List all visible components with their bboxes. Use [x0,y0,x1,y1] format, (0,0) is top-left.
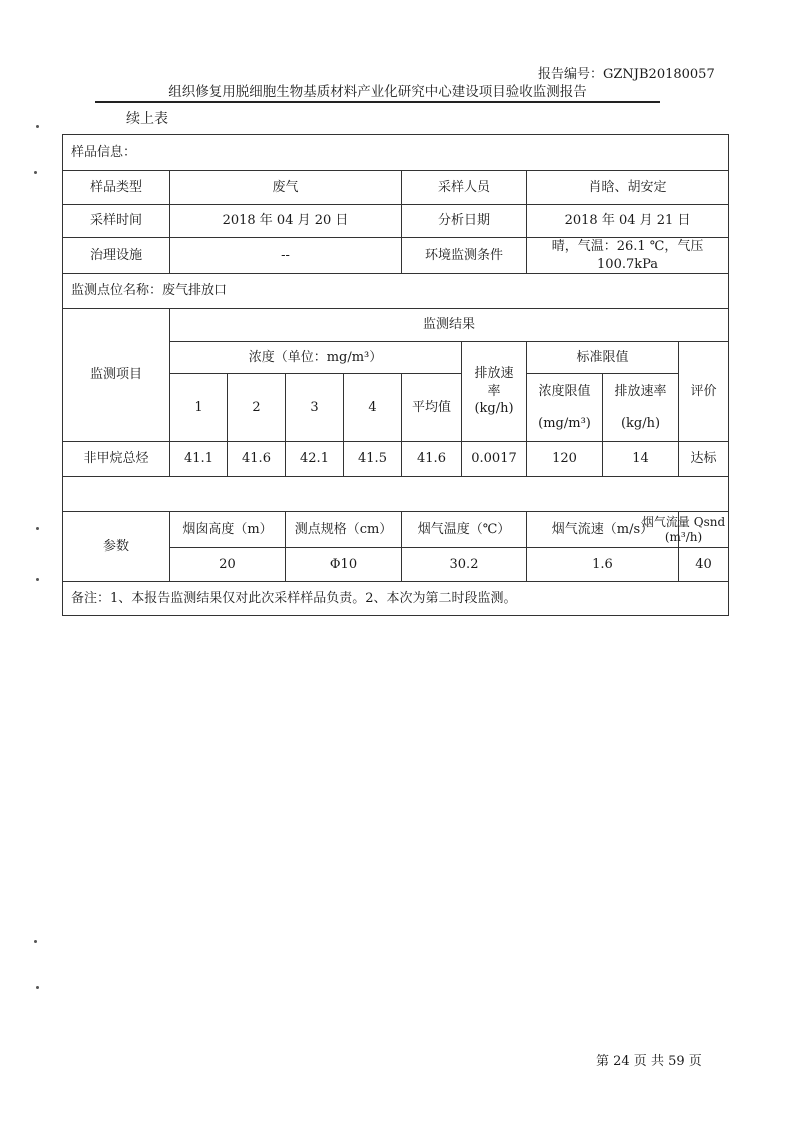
std-rate-value: 14 [603,442,679,477]
param-gas-flow-label-2: (m³/h) [664,529,703,544]
param-gas-velocity-label: 烟气流速（m/s） [527,512,679,548]
evaluation-value: 达标 [679,442,729,477]
sampling-time-value: 2018 年 04 月 20 日 [170,205,402,238]
std-concentration-label [527,374,603,442]
col-2-header: 2 [228,374,286,442]
param-gas-temp-label: 烟气温度（℃） [402,512,527,548]
scan-speck [36,527,39,530]
col-avg-header: 平均值 [402,374,462,442]
analysis-date-value: 2018 年 04 月 21 日 [527,205,729,238]
scan-speck [34,940,37,943]
treatment-value: -- [170,238,402,274]
monitoring-table [62,134,729,616]
monitoring-point: 监测点位名称：废气排放口 [63,274,729,309]
std-rate-label [603,374,679,442]
param-stack-height-value: 20 [170,548,286,582]
col-3-header: 3 [286,374,344,442]
std-concentration-label-2: (mg/m³) [538,415,591,431]
emission-rate-label-3: (kg/h) [474,401,514,417]
std-concentration-value: 120 [527,442,603,477]
col-1-header: 1 [170,374,228,442]
scan-speck [36,578,39,581]
params-label: 参数 [63,512,170,582]
sampler-label: 采样人员 [402,171,527,205]
emission-rate-label [462,342,527,442]
emission-rate-label-2: 率 [487,383,501,399]
sample-info-label: 样品信息： [63,135,729,171]
value-avg: 41.6 [402,442,462,477]
value-2: 41.6 [228,442,286,477]
concentration-label: 浓度（单位：mg/m³） [170,342,462,374]
sample-type-label: 样品类型 [63,171,170,205]
value-3: 42.1 [286,442,344,477]
remarks: 备注：1、本报告监测结果仅对此次采样样品负责。2、本次为第二时段监测。 [63,582,729,616]
monitoring-results-label: 监测结果 [170,309,729,342]
scan-speck [36,986,39,989]
value-4: 41.5 [344,442,402,477]
continued-label: 续上表 [126,111,168,127]
report-title: 组织修复用脱细胞生物基质材料产业化研究中心建设项目验收监测报告 [95,80,660,103]
emission-rate-label-1: 排放速 [474,366,514,382]
monitoring-item-label: 监测项目 [63,309,170,442]
pollutant-name: 非甲烷总烃 [63,442,170,477]
standard-limit-label: 标准限值 [527,342,679,374]
sample-type-value: 废气 [170,171,402,205]
sampler-value: 肖晗、胡安定 [527,171,729,205]
emission-rate-value: 0.0017 [462,442,527,477]
std-rate-label-1: 排放速率 [614,384,667,400]
std-concentration-label-1: 浓度限值 [538,384,591,400]
param-gas-flow-value: 40 [679,548,729,582]
param-point-spec-value: Φ10 [286,548,402,582]
page-number: 第 24 页 共 59 页 [596,1054,702,1069]
param-stack-height-label: 烟囱高度（m） [170,512,286,548]
report-number: 报告编号：GZNJB20180057 [538,67,715,82]
sampling-time-label: 采样时间 [63,205,170,238]
scan-speck [36,125,39,128]
analysis-date-label: 分析日期 [402,205,527,238]
value-1: 41.1 [170,442,228,477]
col-4-header: 4 [344,374,402,442]
scan-speck [34,171,37,174]
std-rate-label-2: (kg/h) [620,415,661,431]
param-gas-flow-label [641,512,729,548]
treatment-label: 治理设施 [63,238,170,274]
table-row [63,442,729,477]
blank-row [63,477,729,512]
evaluation-label: 评价 [679,342,729,442]
env-conditions-label: 环境监测条件 [402,238,527,274]
param-point-spec-label: 测点规格（cm） [286,512,402,548]
param-gas-velocity-value: 1.6 [527,548,679,582]
param-gas-flow-label-1: 烟气流量 Qsnd [641,515,726,530]
env-conditions-value: 晴，气温：26.1 ℃，气压 100.7kPa [527,238,729,274]
param-gas-temp-value: 30.2 [402,548,527,582]
